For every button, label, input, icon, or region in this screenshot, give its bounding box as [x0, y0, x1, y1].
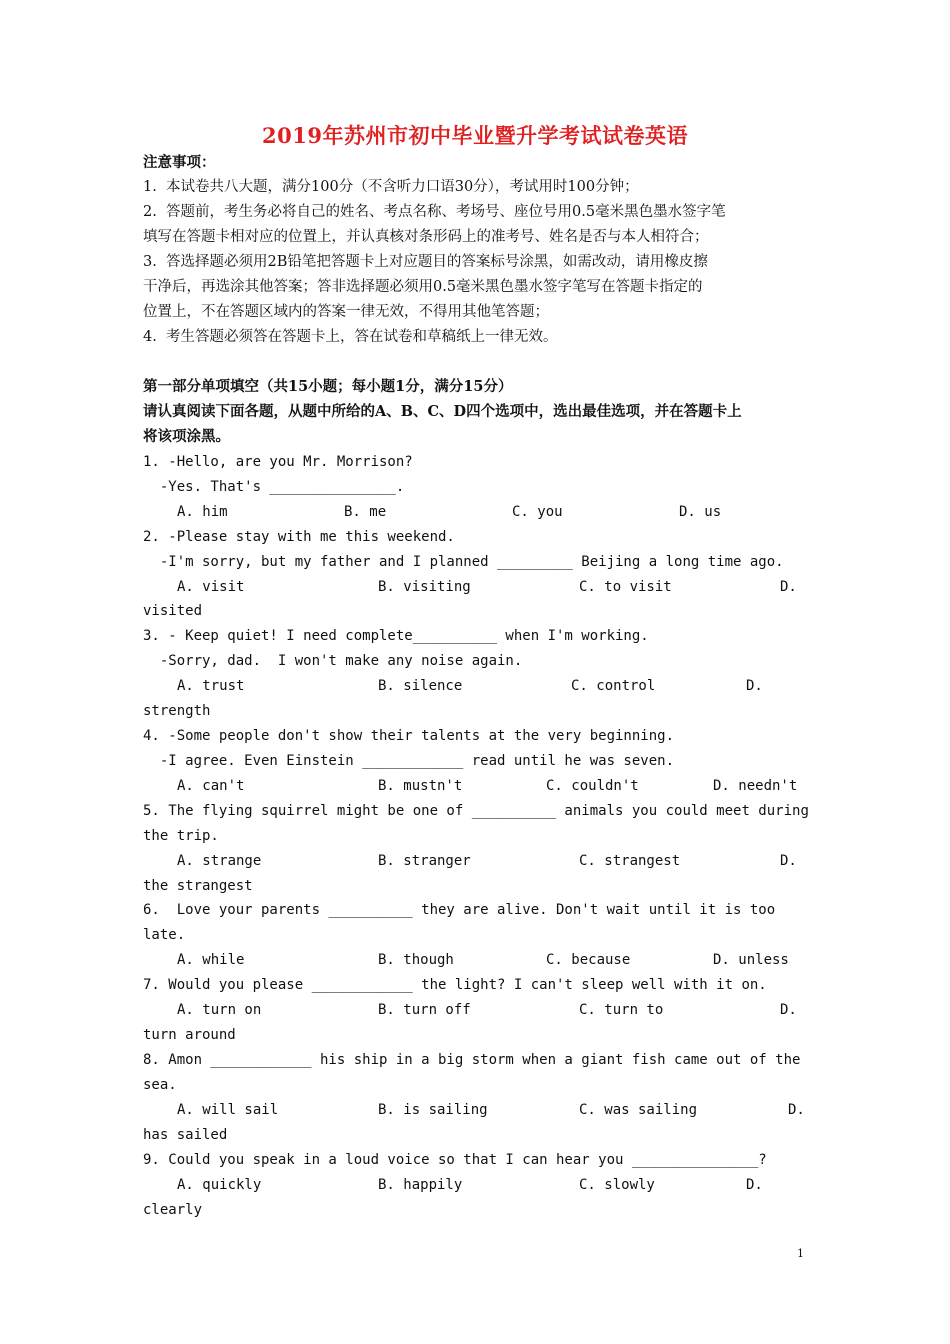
option-d-wrap: turn around [143, 1027, 236, 1043]
question-line: 7. Would you please ____________ the light? I can't sleep well with it on. [143, 977, 767, 993]
option-d-wrap: clearly [143, 1202, 203, 1218]
notice-heading: 注意事项： [143, 154, 216, 171]
option-c: C. you [512, 504, 563, 520]
option-c: C. was sailing [579, 1102, 698, 1118]
option-row [143, 577, 807, 597]
option-a: A. will sail [177, 1102, 279, 1118]
option-d: D. [780, 1002, 797, 1018]
option-a: A. can't [177, 778, 245, 794]
option-d: D. unless [713, 952, 789, 968]
option-row [143, 950, 807, 970]
notice-line: 4. 考生答题必须答在答题卡上，答在试卷和草稿纸上一律无效。 [143, 329, 558, 345]
option-row [143, 502, 807, 522]
option-c: C. because [546, 952, 631, 968]
option-d-wrap: the strangest [143, 878, 253, 894]
option-row [143, 676, 807, 696]
notice-line: 2. 答题前，考生务必将自己的姓名、考点名称、考场号、座位号用0.5毫米黑色墨水签字笔 [143, 204, 726, 220]
option-a: A. visit [177, 579, 245, 595]
question-line: 1. -Hello, are you Mr. Morrison? [143, 454, 413, 470]
option-d: D. [746, 1177, 763, 1193]
option-row [143, 1175, 807, 1195]
question-line: 6. Love your parents __________ they are alive. Don't wait until it is too [143, 902, 776, 918]
option-d: D. needn't [713, 778, 798, 794]
notice-line: 干净后，再选涂其他答案；答非选择题必须用0.5毫米黑色墨水签字笔写在答题卡指定的 [143, 279, 703, 295]
question-line: sea. [143, 1077, 177, 1093]
option-b: B. silence [378, 678, 463, 694]
option-d: D. [788, 1102, 805, 1118]
option-a: A. trust [177, 678, 245, 694]
question-line: -I'm sorry, but my father and I planned _________ Beijing a long time ago. [143, 554, 784, 570]
question-line: -Sorry, dad. I won't make any noise again. [143, 653, 523, 669]
option-row [143, 851, 807, 871]
question-line: 9. Could you speak in a loud voice so that I can hear you _______________? [143, 1152, 767, 1168]
option-b: B. though [378, 952, 454, 968]
question-line: 4. -Some people don't show their talents at the very beginning. [143, 728, 675, 744]
option-b: B. happily [378, 1177, 463, 1193]
option-c: C. to visit [579, 579, 672, 595]
option-a: A. quickly [177, 1177, 262, 1193]
part1-instruction: 将该项涂黑。 [143, 428, 230, 445]
option-d-wrap: strength [143, 703, 211, 719]
question-line: -Yes. That's _______________. [143, 479, 405, 495]
question-line: late. [143, 927, 186, 943]
part1-instruction: 请认真阅读下面各题，从题中所给的A、B、C、D四个选项中，选出最佳选项，并在答题卡上 [143, 403, 742, 420]
option-b: B. is sailing [378, 1102, 488, 1118]
option-c: C. control [571, 678, 656, 694]
option-d: D. [746, 678, 763, 694]
option-b: B. me [344, 504, 387, 520]
notice-line: 填写在答题卡相对应的位置上，并认真核对条形码上的准考号、姓名是否与本人相符合； [143, 229, 709, 245]
option-d-wrap: visited [143, 603, 203, 619]
page-number: 1 [797, 1247, 804, 1260]
option-b: B. stranger [378, 853, 471, 869]
question-line: 5. The flying squirrel might be one of __________ animals you could meet during [143, 803, 809, 819]
page-title: 2019年苏州市初中毕业暨升学考试试卷英语 [262, 123, 688, 148]
option-c: C. strangest [579, 853, 681, 869]
part1-heading: 第一部分单项填空（共15小题；每小题1分，满分15分） [143, 378, 513, 395]
option-a: A. turn on [177, 1002, 262, 1018]
option-row [143, 1100, 807, 1120]
option-c: C. slowly [579, 1177, 655, 1193]
option-a: A. while [177, 952, 245, 968]
option-b: B. turn off [378, 1002, 471, 1018]
option-row [143, 776, 807, 796]
option-row [143, 1000, 807, 1020]
option-d: D. us [679, 504, 722, 520]
question-line: 3. - Keep quiet! I need complete__________ when I'm working. [143, 628, 649, 644]
option-b: B. visiting [378, 579, 471, 595]
option-c: C. couldn't [546, 778, 639, 794]
option-a: A. strange [177, 853, 262, 869]
option-b: B. mustn't [378, 778, 463, 794]
question-line: the trip. [143, 828, 219, 844]
question-line: 2. -Please stay with me this weekend. [143, 529, 455, 545]
option-a: A. him [177, 504, 228, 520]
notice-line: 位置上，不在答题区域内的答案一律无效，不得用其他笔答题； [143, 304, 549, 320]
question-line: -I agree. Even Einstein ____________ read until he was seven. [143, 753, 675, 769]
notice-line: 3. 答选择题必须用2B铅笔把答题卡上对应题目的答案标号涂黑，如需改动，请用橡皮擦 [143, 254, 708, 270]
option-d-wrap: has sailed [143, 1127, 228, 1143]
option-d: D. [780, 853, 797, 869]
option-d: D. [780, 579, 797, 595]
option-c: C. turn to [579, 1002, 664, 1018]
notice-line: 1. 本试卷共八大题，满分100分（不含听力口语30分），考试用时100分钟； [143, 179, 639, 195]
question-line: 8. Amon ____________ his ship in a big storm when a giant fish came out of the [143, 1052, 801, 1068]
